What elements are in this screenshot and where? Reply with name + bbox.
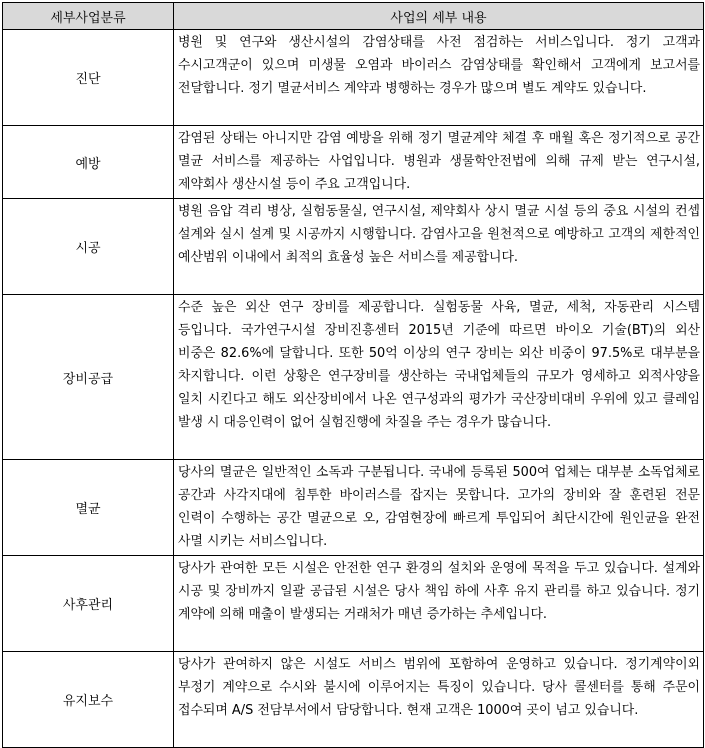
table-header-row [3,3,704,30]
row-category: 멸균 [3,460,174,556]
row-detail: 당사가 관여하지 않은 시설도 서비스 범위에 포함하여 운영하고 있습니다. 정기계약이외 부정기 계약으로 수시와 불시에 이루어지는 특징이 있습니다. 당사 콜센터를 통해 주문이 접수되며 A/S 전담부서에서 담당합니다. 현재 고객은 1000여 곳이 넘고 있습니다. [174,652,704,748]
row-detail: 수준 높은 외산 연구 장비를 제공합니다. 실험동물 사육, 멸균, 세척, 자동관리 시스템 등입니다. 국가연구시설 장비진흥센터 2015년 기준에 따르면 바이오 기술(BT)의 외산 비중은 82.6%에 달합니다. 또한 50억 이상의 연구 장비는 외산 비중이 97.5%로 대부분을 차지합니다. 이런 상황은 연구장비를 생산하는 국내업체들의 규모가 영세하고 외적사양을 일치 시킨다고 해도 외산장비에서 나온 연구성과의 평가가 국산장비대비 우위에 있고 클레임 발생 시 대응인력이 없어 실험진행에 차질을 주는 경우가 많습니다. [174,295,704,460]
table-row [3,126,704,199]
row-category: 진단 [3,30,174,126]
row-detail: 병원 음압 격리 병상, 실험동물실, 연구시설, 제약회사 상시 멸균 시설 등의 중요 시설의 컨셉 설계와 실시 설계 및 시공까지 시행합니다. 감염사고을 원천적으로 예방하고 고객의 제한적인 예산범위 이내에서 최적의 효율성 높은 서비스를 제공합니다. [174,199,704,295]
row-category: 장비공급 [3,295,174,460]
header-detail: 사업의 세부 내용 [174,3,704,30]
table-row [3,295,704,460]
table-row [3,652,704,748]
row-category: 예방 [3,126,174,199]
header-category: 세부사업분류 [3,3,174,30]
row-category: 시공 [3,199,174,295]
row-detail: 당사가 관여한 모든 시설은 안전한 연구 환경의 설치와 운영에 목적을 두고 있습니다. 설계와 시공 및 장비까지 일괄 공급된 시설은 당사 책임 하에 사후 유지 관리를 하고 있습니다. 정기 계약에 의해 매출이 발생되는 거래처가 매년 증가하는 추세입니다. [174,556,704,652]
row-category: 사후관리 [3,556,174,652]
business-detail-table [2,2,704,748]
table-row [3,460,704,556]
table-row [3,30,704,126]
row-detail: 병원 및 연구와 생산시설의 감염상태를 사전 점검하는 서비스입니다. 정기 고객과 수시고객군이 있으며 미생물 오염과 바이러스 감염상태를 확인해서 고객에게 보고서를 전달합니다. 정기 멸균서비스 계약과 병행하는 경우가 많으며 별도 계약도 있습니다. [174,30,704,126]
row-detail: 감염된 상태는 아니지만 감염 예방을 위해 정기 멸균계약 체결 후 매월 혹은 정기적으로 공간 멸균 서비스를 제공하는 사업입니다. 병원과 생물학안전법에 의해 규제 받는 연구시설, 제약회사 생산시설 등이 주요 고객입니다. [174,126,704,199]
row-detail: 당사의 멸균은 일반적인 소독과 구분됩니다. 국내에 등록된 500여 업체는 대부분 소독업체로 공간과 사각지대에 침투한 바이러스를 잡지는 못합니다. 고가의 장비와 잘 훈련된 전문 인력이 수행하는 공간 멸균으로 오, 감염현장에 빠르게 투입되어 최단시간에 원인균을 완전 사멸 시키는 서비스입니다. [174,460,704,556]
table-row [3,199,704,295]
table-row [3,556,704,652]
row-category: 유지보수 [3,652,174,748]
